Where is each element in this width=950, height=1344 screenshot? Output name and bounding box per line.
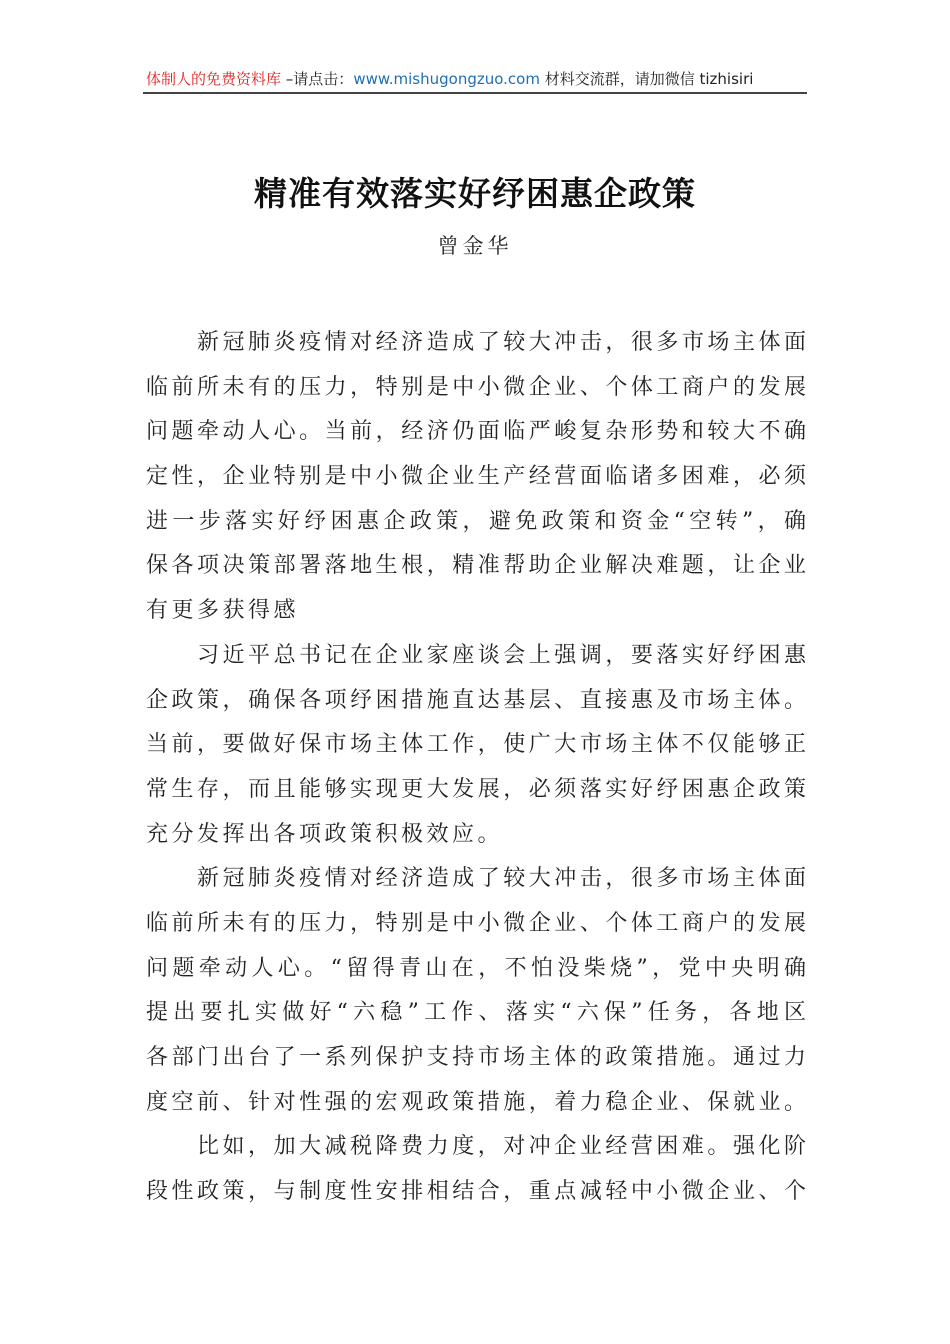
document-author: 曾金华: [437, 234, 513, 258]
paragraph: [146, 639, 806, 862]
paragraph-line: 各部门出台了一系列保护支持市场主体的政策措施。通过力: [146, 1045, 806, 1070]
paragraph-line: 新冠肺炎疫情对经济造成了较大冲击，很多市场主体面: [197, 330, 806, 355]
paragraph-line: 临前所未有的压力，特别是中小微企业、个体工商户的发展: [146, 374, 806, 400]
paragraph-line: 充分发挥出各项政策积极效应。: [146, 821, 504, 847]
site-link[interactable]: www.mishugongzuo.com: [353, 70, 540, 88]
paragraph-line: 段性政策，与制度性安排相结合，重点减轻中小微企业、个: [146, 1179, 806, 1205]
header-prompt: –请点击：: [285, 70, 354, 88]
paragraph-line: 临前所未有的压力，特别是中小微企业、个体工商户的发展: [146, 910, 806, 936]
paragraph-line: 进一步落实好纾困惠企政策，避免政策和资金“空转”，确: [146, 508, 806, 534]
document-title: 精准有效落实好纾困惠企政策: [254, 174, 696, 213]
header-note: 材料交流群，请加微信 tizhisiri: [544, 70, 754, 88]
paragraph-line: 定性，企业特别是中小微企业生产经营面临诸多困难，必须: [146, 464, 806, 490]
paragraph-line: 比如，加大减税降费力度，对冲企业经营困难。强化阶: [197, 1134, 806, 1160]
page-header: [146, 68, 806, 89]
paragraph-line: 有更多获得感: [146, 598, 300, 624]
paragraph-line: 企政策，确保各项纾困措施直达基层、直接惠及市场主体。: [146, 687, 806, 713]
paragraph-line: 问题牵动人心。当前，经济仍面临严峻复杂形势和较大不确: [146, 419, 806, 445]
paragraph: [146, 326, 806, 639]
paragraph: [146, 862, 806, 1130]
paragraph: [146, 1130, 806, 1219]
paragraph-line: 习近平总书记在企业家座谈会上强调，要落实好纾困惠: [197, 642, 806, 668]
paragraph-line: 度空前、针对性强的宏观政策措施，着力稳企业、保就业。: [146, 1089, 806, 1115]
paragraph-line: 问题牵动人心。“留得青山在，不怕没柴烧”，党中央明确: [146, 955, 806, 981]
document-body: [146, 326, 806, 1220]
paragraph-line: 提出要扎实做好“六稳”工作、落实“六保”任务，各地区: [146, 1000, 806, 1026]
paragraph-line: 新冠肺炎疫情对经济造成了较大冲击，很多市场主体面: [197, 866, 806, 892]
paragraph-line: 当前，要做好保市场主体工作，使广大市场主体不仅能够正: [146, 732, 806, 758]
header-divider: [143, 92, 807, 94]
paragraph-line: 常生存，而且能够实现更大发展，必须落实好纾困惠企政策: [146, 776, 806, 802]
site-name: 体制人的免费资料库: [146, 70, 282, 88]
paragraph-line: 保各项决策部署落地生根，精准帮助企业解决难题，让企业: [146, 553, 806, 579]
